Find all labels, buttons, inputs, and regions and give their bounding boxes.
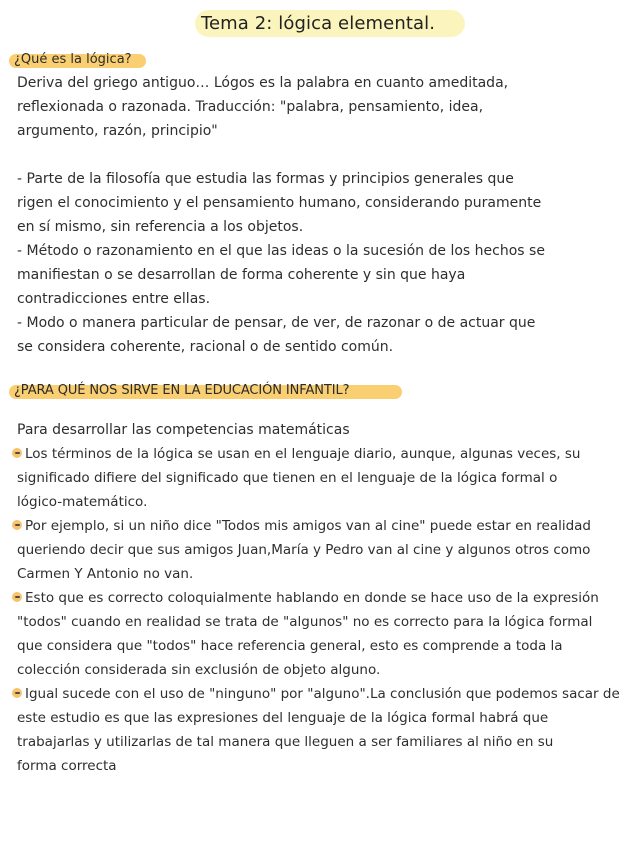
bullet-dot-icon: [12, 448, 22, 458]
definition-line-6: contradicciones entre ellas.: [17, 291, 211, 307]
item-1-line-1: Los términos de la lógica se usan en el lenguaje diario, aunque, algunas veces, su: [25, 446, 581, 462]
section1-intro-line-3: argumento, razón, principio": [17, 123, 218, 139]
definition-line-1: - Parte de la filosofía que estudia las formas y principios generales que: [17, 171, 514, 187]
section1-heading: ¿Qué es la lógica?: [14, 52, 132, 67]
bullet-dot-icon: [12, 520, 22, 530]
definition-line-4: - Método o razonamiento en el que las ideas o la sucesión de los hechos se: [17, 243, 545, 259]
section2-item-3: [17, 586, 599, 682]
item-2-line-3: Carmen Y Antonio no van.: [17, 566, 194, 582]
item-2-line-1: Por ejemplo, si un niño dice "Todos mis amigos van al cine" puede estar en realidad: [25, 518, 591, 534]
item-2-line-2: queriendo decir que sus amigos Juan,María y Pedro van al cine y algunos otros como: [17, 542, 591, 558]
section1-intro-line-2: reflexionada o razonada. Traducción: "palabra, pensamiento, idea,: [17, 99, 484, 115]
section2-item-4: [17, 682, 620, 778]
item-4-line-1: Igual sucede con el uso de "ninguno" por "alguno".La conclusión que podemos sacar de: [25, 686, 620, 702]
section2-item-1: [17, 442, 581, 514]
definition-line-5: manifiestan o se desarrollan de forma coherente y sin que haya: [17, 267, 466, 283]
item-3-line-3: que considera que "todos" hace referencia general, esto es comprende a toda la: [17, 638, 563, 654]
item-4-line-4: forma correcta: [17, 758, 117, 774]
definition-line-7: - Modo o manera particular de pensar, de ver, de razonar o de actuar que: [17, 315, 536, 331]
item-4-line-3: trabajarlas y utilizarlas de tal manera que lleguen a ser familiares al niño en su: [17, 734, 554, 750]
item-3-line-1: Esto que es correcto coloquialmente hablando en donde se hace uso de la expresión: [25, 590, 599, 606]
item-3-line-2: "todos" cuando en realidad se trata de "algunos" no es correcto para la lógica formal: [17, 614, 593, 630]
bullet-dot-icon: [12, 688, 22, 698]
item-1-line-2: significado difiere del significado que tienen en el lenguaje de la lógica formal o: [17, 470, 558, 486]
item-3-line-4: colección considerada sin exclusión de objeto alguno.: [17, 662, 381, 678]
page-title: Tema 2: lógica elemental.: [200, 13, 436, 34]
section2-intro: Para desarrollar las competencias matemáticas: [17, 422, 350, 438]
bullet-dot-icon: [12, 592, 22, 602]
section1-intro: [17, 71, 508, 143]
definition-line-2: rigen el conocimiento y el pensamiento humano, considerando puramente: [17, 195, 542, 211]
definition-line-8: se considera coherente, racional o de sentido común.: [17, 339, 394, 355]
section2-heading: ¿PARA QUÉ NOS SIRVE EN LA EDUCACIÓN INFANTIL?: [14, 383, 350, 398]
section2-item-2: [17, 514, 591, 586]
item-4-line-2: este estudio es que las expresiones del lenguaje de la lógica formal habrá que: [17, 710, 549, 726]
item-1-line-3: lógico-matemático.: [17, 494, 148, 510]
section1-intro-line-1: Deriva del griego antiguo… Lógos es la palabra en cuanto ameditada,: [17, 75, 509, 91]
section1-definitions: [17, 167, 545, 359]
definition-line-3: en sí mismo, sin referencia a los objetos.: [17, 219, 304, 235]
